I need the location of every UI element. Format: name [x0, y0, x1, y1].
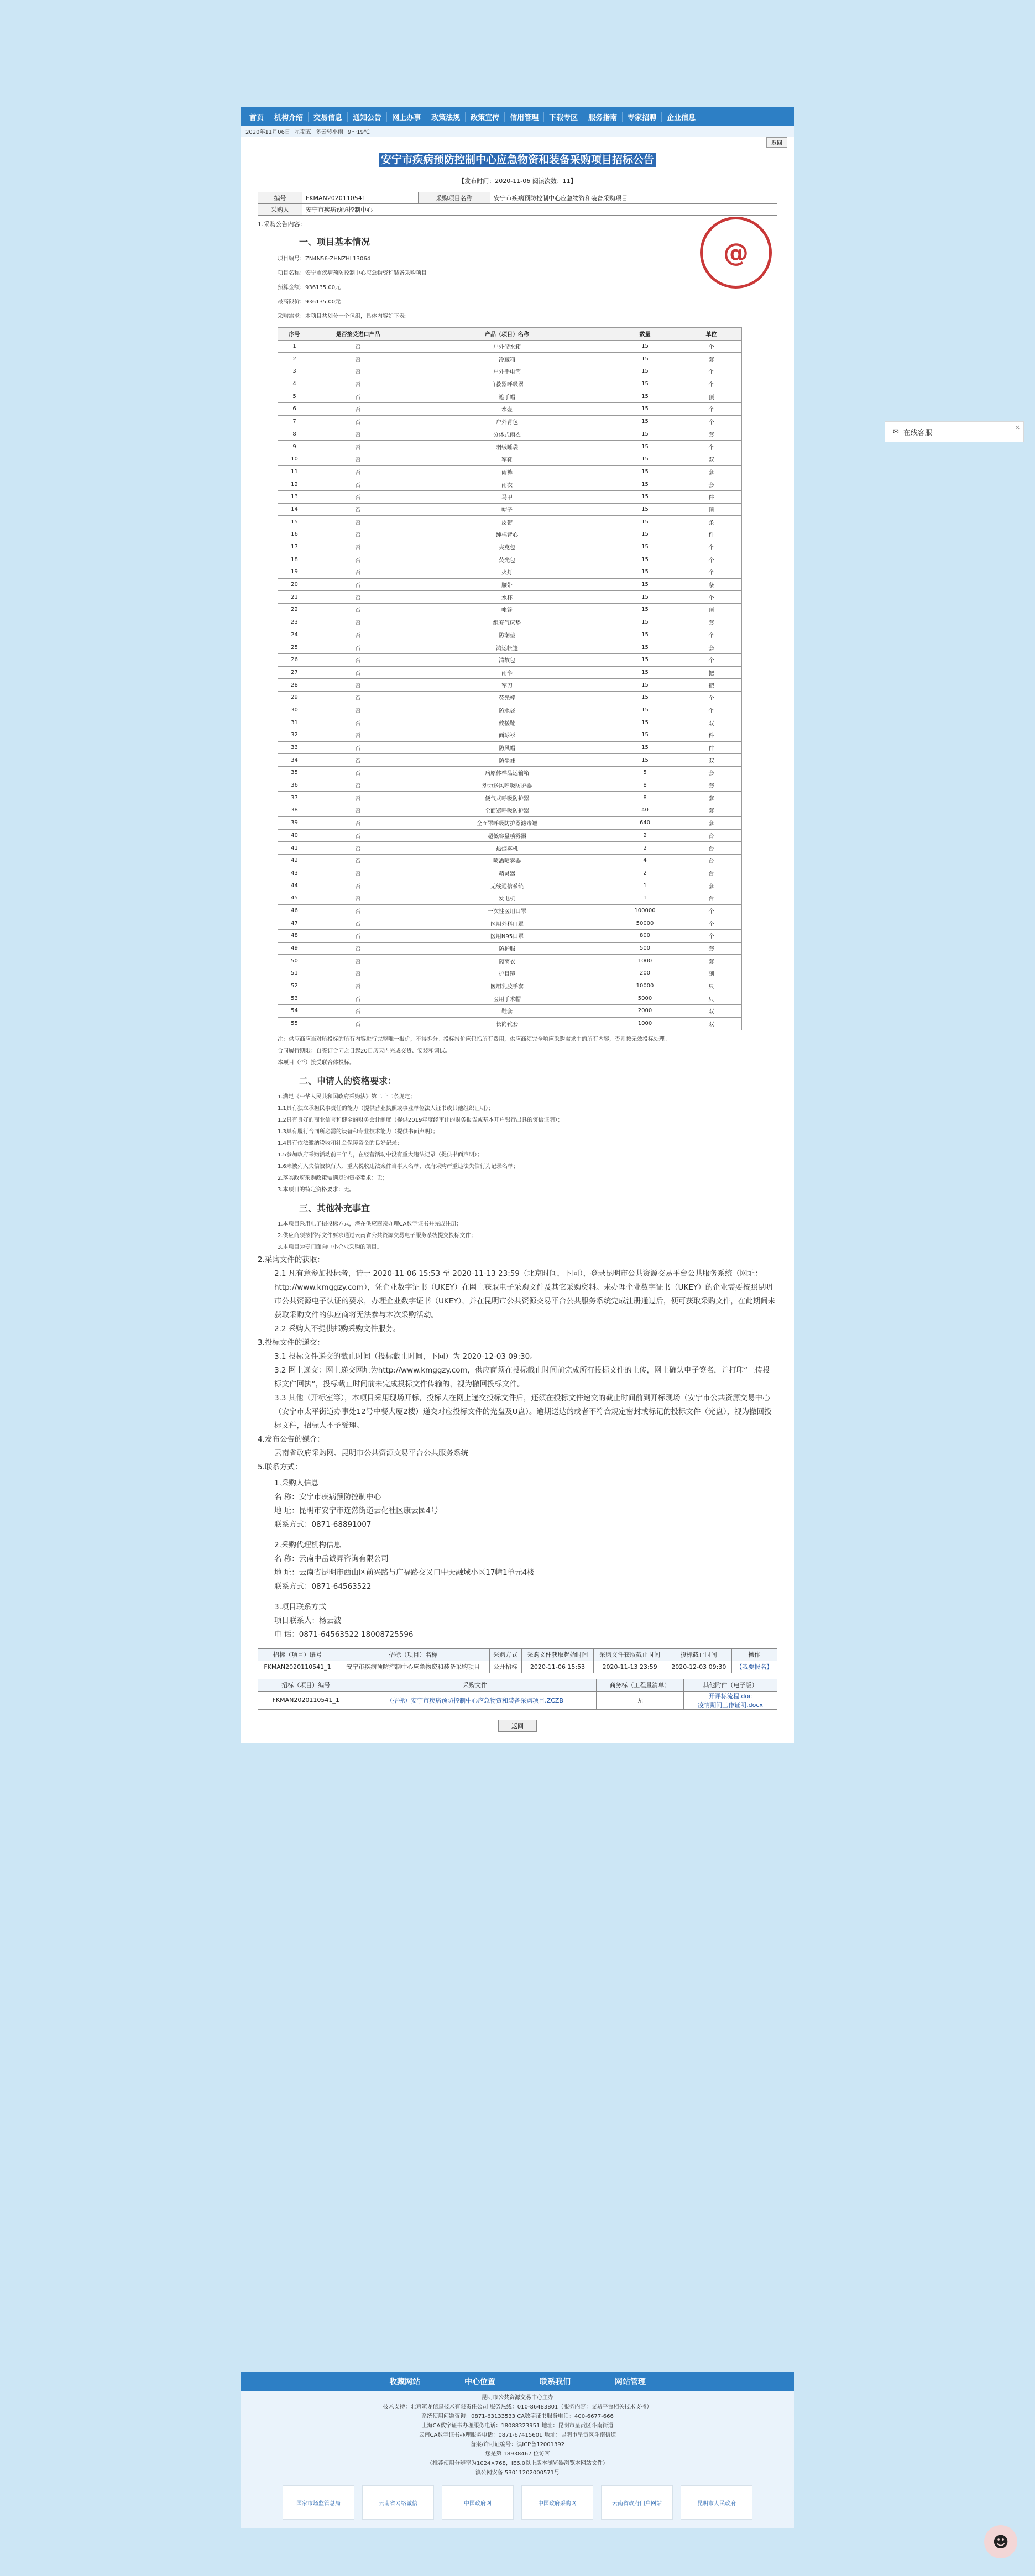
table-row: 55 否 长筒靴套 1000 双 — [278, 1017, 742, 1030]
info-value: FKMAN2020110541 — [302, 192, 419, 204]
section-heading: 5.联系方式： — [258, 1462, 302, 1472]
footer-text: 昆明市公共资源交易中心主办 技术支持：北京筑龙信息技术有限责任公司 服务热线：010-86483801（服务内容：交易平台相关技术支持） 系统使用问题咨询：0871-63133533 CA数字证书服务电话：400-6677-666 上海CA数字证书办理服务电话：18088323951 地址：昆明市呈贡区斗南街道 云南CA数字证书办理服务电话：0871-67415601 地址：昆明市呈贡区斗南街道 备案/许可证编号：滇ICP备12001392 您是第 18938467 位访客 （推荐使用分辨率为1024×768，IE6.0以上版本浏览器浏览本网站文件） 滇公网安备 53011202000571号 — [383, 2395, 652, 2476]
weather-text: 多云转小雨 — [315, 129, 343, 135]
footer-link[interactable]: 中心位置 — [464, 2378, 495, 2386]
table-row: 49 否 防护服 500 套 — [278, 942, 742, 955]
main-container — [241, 107, 794, 1743]
basic-info: 项目编号：ZN4N56-ZHNZHL13064 项目名称：安宁市疾病预防控制中心应急物资和装备采购项目 预算金额：936135.00元 最高限价：936135.00元 采购需求：本项目共划分一个包组，具体内容如下表： — [278, 256, 427, 320]
table-row: 16 否 纯棉背心 15 件 — [278, 528, 742, 541]
table-row: 10 否 军鞋 15 双 — [278, 453, 742, 465]
temp-text: 9～19℃ — [347, 129, 370, 135]
table-row: 15 否 皮带 15 条 — [278, 516, 742, 528]
table-row: 17 否 夹克包 15 个 — [278, 541, 742, 553]
table-row: 38 否 全面罩呼吸防护器 40 套 — [278, 804, 742, 817]
table-row: 37 否 便气式呼吸防护器 8 套 — [278, 792, 742, 804]
nav-item-download[interactable]: 下载专区 — [544, 112, 583, 122]
partner-logo[interactable]: 国家市场监管总局 — [283, 2485, 354, 2520]
table-row: 14 否 帽子 15 顶 — [278, 503, 742, 516]
nav-item-policy[interactable]: 政策法规 — [426, 112, 466, 122]
items-table: 序号 是否接受进口产品 产品（项目）名称 数量 单位 1 否 户外储水箱 15 个 2 否 冷藏箱 15 套 3 否 户外手电筒 15 个 4 否 自救器呼吸器 15 个 5 否 遮手帽 15 顶 6 否 水壶 15 个 7 否 户外背包 15 个 8 否 分体式雨衣 15 套 9 否 羽绒睡袋 15 个 10 否 军鞋 15 双 11 否 雨裤 15 套 12 否 雨衣 15 套 13 否 马甲 15 件 14 否 帽子 15 顶 15 否 皮带 15 条 16 否 纯棉背心 15 件 17 否 夹克包 15 个 18 否 荧光包 15 个 19 否 火灯 15 个 20 否 腰带 15 条 21 否 水杯 15 个 22 否 帐篷 15 顶 23 否 组充气床垫 15 套 24 否 防潮垫 15 个 25 否 鸿运帐篷 15 套 26 否 清故包 15 个 27 否 雨伞 15 把 28 否 军刀 15 把 29 否 荧光棒 15 个 30 否 防水袋 15 个 31 否 救援鞋 15 双 32 否 面球衫 15 件 33 否 防风帽 15 件 34 否 防尘袜 15 双 35 否 病原体样品运输箱 5 套 36 否 动力送风呼吸防护器 8 套 37 否 便气式呼吸防护器 8 套 38 否 全面罩呼吸防护器 40 套 39 否 全面罩呼吸防护器滤毒罐 640 套 40 否 超低容量喷雾器 2 台 41 否 热烟雾机 2 台 42 否 喷洒喷雾器 4 台 43 否 精灵器 2 台 44 否 无线通信系统 1 套 45 否 发电机 1 台 46 否 一次性医用口罩 100000 个 47 否 医用外科口罩 50000 个 48 否 医用N95口罩 800 个 49 否 防护服 500 套 50 否 隔离衣 1000 套 51 否 护目镜 200 副 52 否 医用乳胶手套 10000 只 53 否 医用手术帽 5000 只 54 否 鞋套 2000 双 55 否 长筒靴套 1000 双 — [278, 327, 742, 1030]
doc-obtain-note: 2.2 采购人不提供邮购采购文件服务。 — [274, 1324, 401, 1333]
table-row: 2 否 冷藏箱 15 套 — [278, 353, 742, 365]
project-info-table — [258, 192, 777, 216]
table-row: 43 否 精灵器 2 台 — [278, 867, 742, 879]
table-row: 39 否 全面罩呼吸防护器滤毒罐 640 套 — [278, 816, 742, 829]
attachment-link[interactable]: 开评标流程.doc — [708, 1692, 752, 1700]
media-text: 云南省政府采购网、昆明市公共资源交易平台公共服务系统 — [274, 1448, 468, 1458]
nav-item-credit[interactable]: 信用管理 — [505, 112, 544, 122]
partner-logo[interactable]: 中国政府网 — [442, 2485, 514, 2520]
table-row: 4 否 自救器呼吸器 15 个 — [278, 378, 742, 390]
article — [241, 137, 794, 1743]
attachment-link[interactable]: 疫情期间工作证明.docx — [698, 1701, 763, 1709]
table-row: 5 否 遮手帽 15 顶 — [278, 390, 742, 403]
partner-logo[interactable]: 云南省网络诚信 — [362, 2485, 434, 2520]
nav-item-online[interactable]: 网上办事 — [387, 112, 426, 122]
table-row: 31 否 救援鞋 15 双 — [278, 716, 742, 729]
table-row: 13 否 马甲 15 件 — [278, 490, 742, 503]
partner-logo[interactable]: 昆明市人民政府 — [681, 2485, 752, 2520]
table-row: 46 否 一次性医用口罩 100000 个 — [278, 904, 742, 917]
table-row: 11 否 雨裤 15 套 — [278, 465, 742, 478]
table-row: 40 否 超低容量喷雾器 2 台 — [278, 829, 742, 842]
weekday-text: 星期五 — [294, 129, 311, 135]
doc-obtain-text: 2.1 凡有意参加投标者，请于 2020-11-06 15:53 至 2020-11-13 23:59（北京时间，下同），登录昆明市公共资源交易平台公共服务系统（网址：http://www.kmggzy.com），凭企业数字证书（UKEY）在网上获取电子采购文件及其它采购资料。未办理企业数字证书（UKEY）的企业需要按照昆明市公共资源电子认证的要求，办理企业数字证书（UKEY），并在昆明市公共资源交易平台公共服务系统完成注册通过后，便可获取采购文件，在此期间未获取采购文件的供应商将无法参与本次采购活动。 — [274, 1269, 776, 1320]
mascot-icon[interactable]: ☻ — [984, 2525, 1017, 2558]
section-heading: 1.采购公告内容： — [258, 221, 306, 228]
chat-icon: ✉ — [893, 427, 899, 436]
files-table: 招标（项目）编号 采购文件 商务标（工程量清单） 其他附件（电子版） FKMAN2020110541_1 （招标）安宁市疾病预防控制中心应急物资和装备采购项目.ZCZB 无 开评标流程.doc 疫情期间工作证明.docx — [258, 1679, 777, 1710]
table-row: 23 否 组充气床垫 15 套 — [278, 616, 742, 629]
notes: 注：供应商应当对所投标的所有内容进行完整唯一报价，不得拆分。投标报价应包括所有费用，供应商须完全响应采购需求中的所有内容，否则按无效投标处理。 合同履行期限：自签订合同之日起20日历天内完成交货、安装和调试。 本项目（否）接受联合体投标。 — [278, 1036, 670, 1066]
footer-link[interactable]: 联系我们 — [540, 2378, 571, 2386]
section-heading: 2.采购文件的获取： — [258, 1255, 325, 1264]
publish-meta: 【发布时间：2020-11-06 阅读次数：11】 — [458, 177, 577, 185]
table-row: 19 否 火灯 15 个 — [278, 566, 742, 579]
table-row: 48 否 医用N95口罩 800 个 — [278, 930, 742, 943]
table-row: 34 否 防尘袜 15 双 — [278, 754, 742, 767]
bid-table: 招标（项目）编号 招标（项目）名称 采购方式 采购文件获取起始时间 采购文件获取截止时间 投标截止时间 操作 FKMAN2020110541_1 安宁市疾病预防控制中心应急物资和装备采购项目 公开招标 2020-11-06 15:53 2020-11-13 23:59 2020-12-03 09:30 【我要报名】 — [258, 1648, 777, 1673]
nav-item-home[interactable]: 首页 — [244, 112, 269, 122]
contact-agent: 2.采购代理机构信息 名 称：云南中岳诚昇咨询有限公司 地 址：云南省昆明市西山区前兴路与广福路交叉口中天融域小区17幢1单元4楼 联系方式：0871-64563522 — [274, 1540, 535, 1591]
contact-buyer: 1.采购人信息 名 称：安宁市疾病预防控制中心 地 址：昆明市安宁市连然街道云化社区康云园4号 联系方式：0871-68891007 — [274, 1478, 438, 1529]
nav-item-notice[interactable]: 通知公告 — [348, 112, 387, 122]
other-matters: 1.本项目采用电子招投标方式，潜在供应商须办理CA数字证书并完成注册； 2.供应商须按招标文件要求通过云南省公共资源交易电子服务系统提交投标文件； 3.本项目为专门面向中小企业采购的项目。 — [278, 1221, 477, 1250]
date-bar — [241, 126, 794, 137]
table-row: 53 否 医用手术帽 5000 只 — [278, 992, 742, 1005]
table-row: 9 否 羽绒睡袋 15 个 — [278, 441, 742, 453]
partner-logo[interactable]: 云南省政府门户网站 — [601, 2485, 673, 2520]
table-row: 54 否 鞋套 2000 双 — [278, 1005, 742, 1018]
table-row: 29 否 荧光棒 15 个 — [278, 691, 742, 704]
table-row: 21 否 水杯 15 个 — [278, 591, 742, 604]
online-service-label: 在线客服 — [903, 428, 932, 437]
nav-item-expert[interactable]: 专家招聘 — [623, 112, 662, 122]
table-row: 33 否 防风帽 15 件 — [278, 741, 742, 754]
section-title: 一、项目基本情况 — [299, 237, 370, 247]
section-title: 三、其他补充事宜 — [299, 1202, 370, 1213]
close-icon[interactable]: ✕ — [1015, 424, 1020, 431]
info-label: 采购项目名称 — [419, 192, 490, 204]
table-row: 27 否 雨伞 15 把 — [278, 666, 742, 679]
table-row: 52 否 医用乳胶手套 10000 只 — [278, 980, 742, 992]
table-row: 35 否 病原体样品运输箱 5 套 — [278, 767, 742, 779]
table-row: 22 否 帐篷 15 顶 — [278, 604, 742, 616]
table-row: 26 否 清故包 15 个 — [278, 653, 742, 666]
partner-logo[interactable]: 中国政府采购网 — [521, 2485, 593, 2520]
table-row: 44 否 无线通信系统 1 套 — [278, 879, 742, 892]
table-row: 24 否 防潮垫 15 个 — [278, 629, 742, 641]
footer-link[interactable]: 网站管理 — [615, 2378, 646, 2386]
nav-item-trade[interactable]: 交易信息 — [309, 112, 348, 122]
section-heading: 4.发布公告的媒介： — [258, 1434, 325, 1444]
back-button[interactable]: 返回 — [766, 137, 787, 148]
table-row: 18 否 荧光包 15 个 — [278, 553, 742, 566]
nav-item-publicity[interactable]: 政策宣传 — [466, 112, 505, 122]
table-row: 32 否 面球衫 15 件 — [278, 729, 742, 742]
top-nav — [241, 107, 794, 126]
table-row: 45 否 发电机 1 台 — [278, 892, 742, 904]
submission-text: 3.1 投标文件递交的截止时间（投标截止时间，下同）为 2020-12-03 09:30。 3.2 网上递交：网上递交网址为http://www.kmggzy.com，供应商须在投标截止时间前完成所有投标文件的上传，网上确认电子签名，并打印“上传投标文件回执”，投标截止时间前未完成投标文件传输的，视为撤回投标文件。 3.3 其他（开标室等），本项目采用现场开标，投标人在网上递交投标文件后，还须在投标文件递交的截止时间前到开标现场（安宁市公共资源交易中心（安宁市太平街道办事处12号中餐大厦2楼）递交对应投标文件的光盘及U盘）。逾期送达的或者不符合规定密封或标记的投标文件（光盘），视为撤回投标文件，招标人不予受理。 — [274, 1352, 772, 1430]
table-row: 47 否 医用外科口罩 50000 个 — [278, 917, 742, 930]
info-label: 编号 — [258, 192, 302, 204]
table-row: 50 否 隔离衣 1000 套 — [278, 955, 742, 967]
table-row: 30 否 防水袋 15 个 — [278, 704, 742, 716]
table-row: 6 否 水壶 15 个 — [278, 403, 742, 416]
section-heading: 3.投标文件的递交： — [258, 1338, 325, 1347]
table-row: 41 否 热烟雾机 2 台 — [278, 842, 742, 855]
section-title: 二、申请人的资格要求： — [299, 1075, 397, 1086]
procurement-file-link[interactable]: （招标）安宁市疾病预防控制中心应急物资和装备采购项目.ZCZB — [354, 1691, 596, 1709]
contact-project: 3.项目联系方式 项目联系人：杨云波 电 话：0871-64563522 18008725596 — [274, 1602, 414, 1639]
table-row: 28 否 军刀 15 把 — [278, 679, 742, 692]
return-button[interactable]: 返回 — [498, 1720, 537, 1732]
page-title: 安宁市疾病预防控制中心应急物资和装备采购项目招标公告 — [258, 151, 777, 166]
table-row: 36 否 动力送风呼吸防护器 8 套 — [278, 779, 742, 792]
table-row: 25 否 鸿运帐篷 15 套 — [278, 641, 742, 654]
nav-item-about[interactable]: 机构介绍 — [269, 112, 309, 122]
table-row: 51 否 护目镜 200 副 — [278, 967, 742, 980]
footer-link[interactable]: 收藏网站 — [389, 2378, 420, 2386]
table-row: 12 否 雨衣 15 套 — [278, 478, 742, 491]
date-text: 2020年11月06日 — [245, 129, 290, 135]
info-value: 安宁市疾病预防控制中心 — [302, 204, 777, 216]
nav-item-company[interactable]: 企业信息 — [662, 112, 701, 122]
table-row: 1 否 户外储水箱 15 个 — [278, 340, 742, 353]
qualifications: 1.满足《中华人民共和国政府采购法》第二十二条规定； 1.1具有独立承担民事责任的能力（提供营业执照或事业单位法人证书或其他组织证明）； 1.2具有良好的商业信誉和健全的财务会计制度（提供2019年度经审计的财务报告或基本开户银行出具的资信证明）； 1.3具有履行合同所必需的设备和专业技术能力（提供书面声明）； 1.4具有依法缴纳税收和社会保障资金的良好记录； 1.5参加政府采购活动前三年内，在经营活动中没有重大违法记录（提供书面声明）； 1.6未被列入失信被执行人、重大税收违法案件当事人名单、政府采购严重违法失信行为记录名单； 2.落实政府采购政策需满足的资格要求：无； 3.本项目的特定资格要求：无。 — [278, 1093, 563, 1193]
partner-logos — [241, 2480, 794, 2528]
official-seal: @ — [700, 217, 772, 289]
info-value: 安宁市疾病预防控制中心应急物资和装备采购项目 — [490, 192, 777, 204]
footer — [241, 2372, 794, 2528]
footer-nav — [241, 2372, 794, 2391]
table-row: 42 否 喷洒喷雾器 4 台 — [278, 854, 742, 867]
table-row: 7 否 户外背包 15 个 — [278, 415, 742, 428]
table-row: 20 否 腰带 15 条 — [278, 578, 742, 591]
table-row: 8 否 分体式雨衣 15 套 — [278, 428, 742, 441]
online-service-widget[interactable] — [885, 421, 1024, 442]
table-row: 3 否 户外手电筒 15 个 — [278, 365, 742, 378]
register-link[interactable]: 【我要报名】 — [731, 1661, 777, 1673]
info-label: 采购人 — [258, 204, 302, 216]
nav-item-guide[interactable]: 服务指南 — [583, 112, 623, 122]
